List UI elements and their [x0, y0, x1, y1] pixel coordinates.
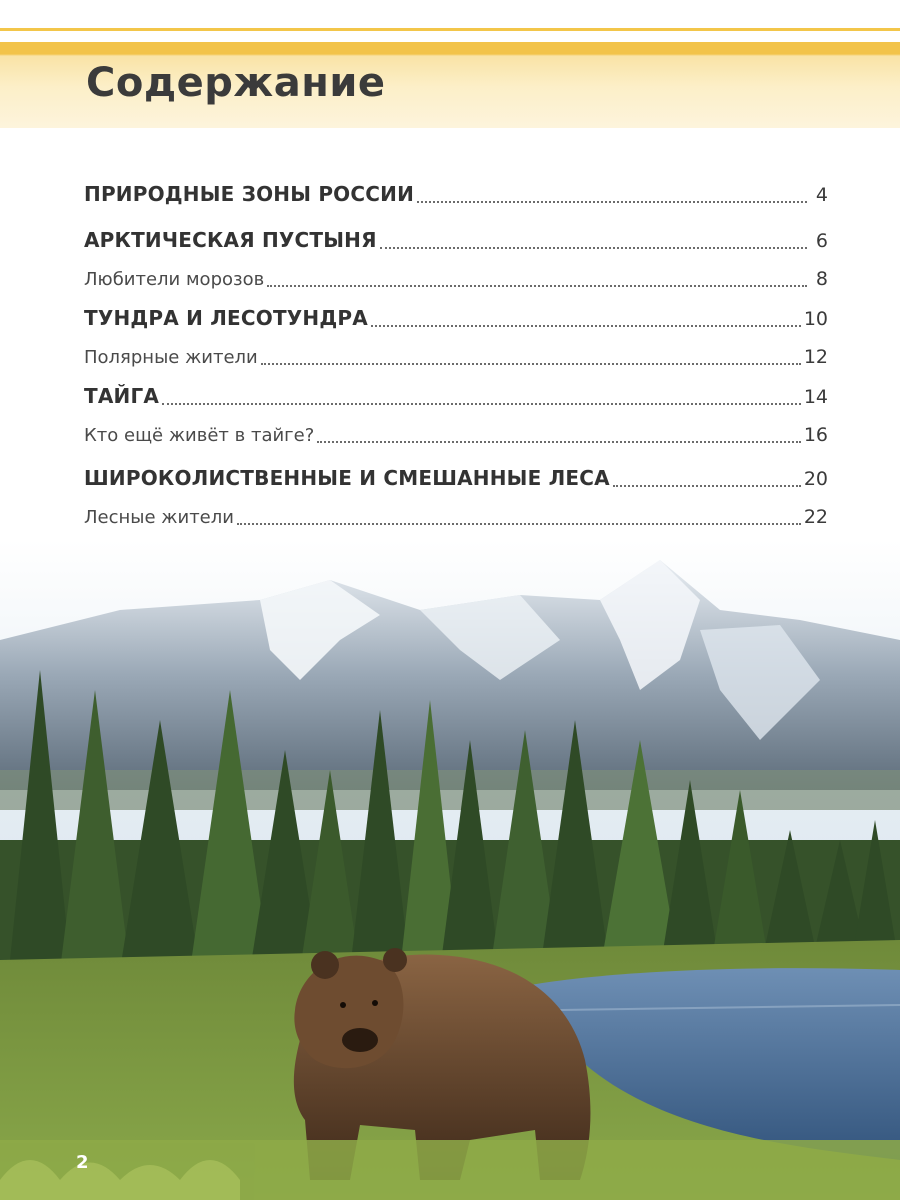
toc-entry-title: АРКТИЧЕСКАЯ ПУСТЫНЯ	[84, 228, 377, 252]
page-title: Содержание	[86, 60, 386, 106]
toc-page-number: 10	[803, 308, 828, 330]
toc-leader-dots	[417, 201, 807, 203]
toc-entry-arctic-desert[interactable]	[84, 216, 828, 256]
toc-leader-dots	[371, 325, 801, 327]
table-of-contents	[84, 170, 828, 532]
toc-leader-dots	[613, 485, 801, 487]
toc-leader-dots	[380, 247, 807, 249]
toc-leader-dots	[162, 403, 801, 405]
toc-leader-dots	[317, 441, 801, 443]
toc-page-number: 14	[803, 386, 828, 408]
toc-page-number: 4	[815, 184, 828, 206]
toc-entry-forest-inhabitants[interactable]	[84, 494, 828, 532]
toc-entry-title: ТАЙГА	[84, 384, 160, 408]
toc-leader-dots	[237, 523, 801, 525]
toc-entry-title: Полярные жители	[84, 347, 258, 368]
grass-foreground	[0, 1140, 900, 1200]
toc-page-number: 20	[803, 468, 828, 490]
toc-page-number: 16	[803, 424, 828, 446]
toc-entry-title: Лесные жители	[84, 507, 234, 528]
toc-entry-title: ШИРОКОЛИСТВЕННЫЕ И СМЕШАННЫЕ ЛЕСА	[84, 466, 610, 490]
page-number: 2	[76, 1152, 89, 1173]
toc-page-number: 8	[815, 268, 828, 290]
toc-entry-taiga-inhabitants[interactable]	[84, 412, 828, 450]
toc-leader-dots	[261, 363, 801, 365]
top-rule	[0, 28, 900, 31]
toc-entry-taiga[interactable]	[84, 372, 828, 412]
distant-valley	[0, 770, 900, 810]
toc-entry-polar-inhabitants[interactable]	[84, 334, 828, 372]
toc-entry-tundra[interactable]	[84, 294, 828, 334]
toc-entry-title: Любители морозов	[84, 269, 265, 290]
toc-entry-title: ТУНДРА И ЛЕСОТУНДРА	[84, 306, 368, 330]
toc-leader-dots	[267, 285, 807, 287]
toc-page-number: 12	[803, 346, 828, 368]
toc-entry-title: ПРИРОДНЫЕ ЗОНЫ РОССИИ	[84, 182, 415, 206]
taiga-landscape-illustration	[0, 540, 900, 1200]
toc-entry-frost-lovers[interactable]	[84, 256, 828, 294]
toc-page-number: 6	[815, 230, 828, 252]
toc-entry-natural-zones[interactable]	[84, 170, 828, 210]
toc-entry-title: Кто ещё живёт в тайге?	[84, 425, 315, 446]
toc-page-number: 22	[803, 506, 828, 528]
toc-entry-broadleaf-forests[interactable]	[84, 454, 828, 494]
